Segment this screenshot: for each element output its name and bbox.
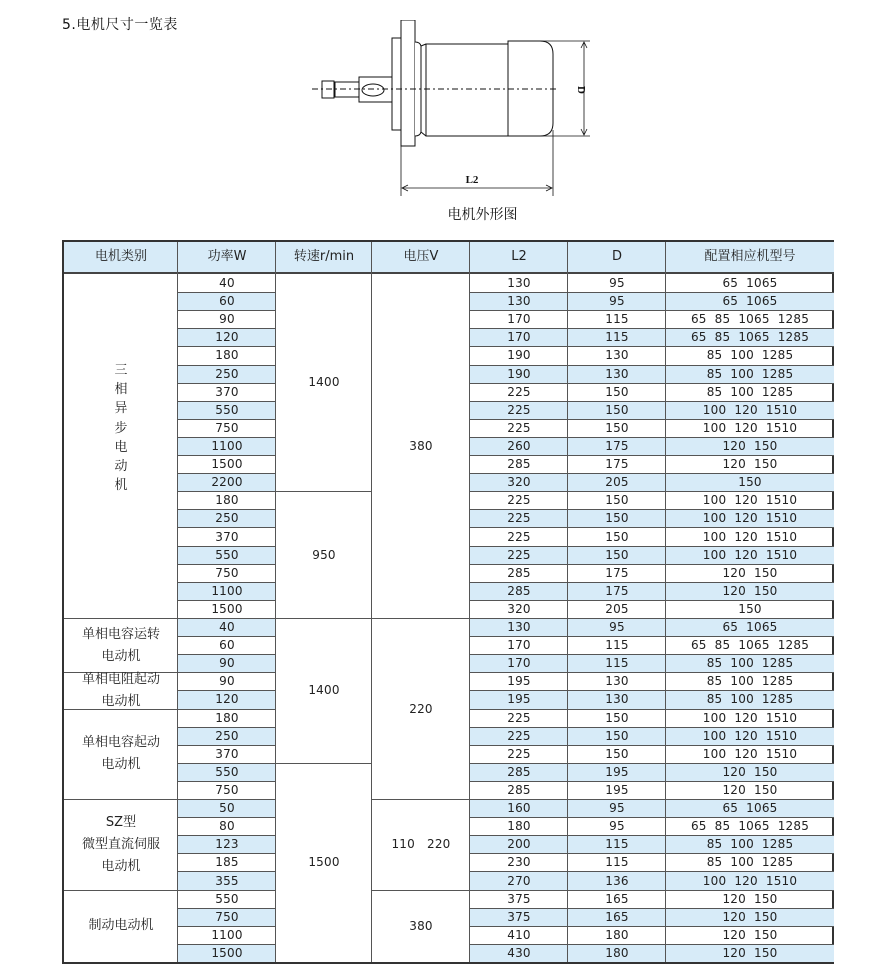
power-cell: 180 <box>178 491 276 509</box>
power-cell: 750 <box>178 908 276 926</box>
power-cell: 1500 <box>178 600 276 618</box>
l2-cell: 225 <box>470 419 568 437</box>
l2-cell: 285 <box>470 763 568 781</box>
d-cell: 95 <box>568 292 666 310</box>
d-cell: 150 <box>568 509 666 527</box>
category-cell: 三 相 异 步 电 动 机 <box>114 362 128 494</box>
models-cell: 85 100 1285 <box>666 383 834 401</box>
l2-cell: 320 <box>470 600 568 618</box>
l2-cell: 375 <box>470 890 568 908</box>
header-models: 配置相应机型号 <box>666 242 834 274</box>
models-cell: 120 150 <box>666 763 834 781</box>
power-cell: 1100 <box>178 582 276 600</box>
models-cell: 120 150 <box>666 582 834 600</box>
d-cell: 175 <box>568 455 666 473</box>
l2-cell: 320 <box>470 473 568 491</box>
power-cell: 120 <box>178 690 276 708</box>
column-divider <box>177 242 178 962</box>
header-l2: L2 <box>470 242 568 274</box>
models-cell: 100 120 1510 <box>666 509 834 527</box>
d-cell: 95 <box>568 799 666 817</box>
header-category: 电机类别 <box>64 242 178 274</box>
l2-cell: 285 <box>470 455 568 473</box>
models-cell: 100 120 1510 <box>666 727 834 745</box>
d-cell: 95 <box>568 618 666 636</box>
category-cell: 制动电动机 <box>64 890 178 962</box>
models-cell: 100 120 1510 <box>666 709 834 727</box>
power-cell: 1100 <box>178 437 276 455</box>
power-cell: 40 <box>219 275 235 290</box>
l2-cell: 170 <box>470 654 568 672</box>
models-cell: 150 <box>666 473 834 491</box>
l2-cell: 130 <box>470 292 568 310</box>
power-cell: 750 <box>178 564 276 582</box>
d-cell: 150 <box>568 745 666 763</box>
models-cell: 100 120 1510 <box>666 546 834 564</box>
category-cell: 单相电阻起动 电动机 <box>64 672 178 708</box>
models-cell: 120 150 <box>666 908 834 926</box>
l2-cell: 180 <box>470 817 568 835</box>
power-cell: 180 <box>178 346 276 364</box>
d-cell: 175 <box>568 437 666 455</box>
l2-cell: 200 <box>470 835 568 853</box>
d-cell: 180 <box>568 926 666 944</box>
l2-cell: 160 <box>470 799 568 817</box>
models-cell: 120 150 <box>666 926 834 944</box>
d-cell: 205 <box>568 600 666 618</box>
d-cell: 165 <box>568 908 666 926</box>
models-cell: 85 100 1285 <box>666 365 834 383</box>
models-cell: 100 120 1510 <box>666 401 834 419</box>
models-cell: 100 120 1510 <box>666 419 834 437</box>
power-cell: 750 <box>178 419 276 437</box>
l2-cell: 225 <box>470 727 568 745</box>
d-cell: 195 <box>568 781 666 799</box>
d-cell: 150 <box>568 546 666 564</box>
power-cell: 90 <box>178 672 276 690</box>
power-cell: 2200 <box>178 473 276 491</box>
column-divider <box>371 242 372 962</box>
dimension-d-label: D <box>575 86 587 94</box>
header-power: 功率W <box>178 242 276 274</box>
power-cell: 90 <box>178 310 276 328</box>
d-cell: 195 <box>568 763 666 781</box>
l2-cell: 225 <box>470 546 568 564</box>
models-cell: 100 120 1510 <box>666 745 834 763</box>
voltage-cell: 220 <box>372 618 470 799</box>
power-cell: 185 <box>178 853 276 871</box>
speed-cell: 950 <box>276 491 372 618</box>
l2-cell: 225 <box>470 383 568 401</box>
models-cell: 65 1065 <box>666 618 834 636</box>
models-cell: 120 150 <box>666 890 834 908</box>
l2-cell: 225 <box>470 745 568 763</box>
motor-dimension-table <box>62 240 834 964</box>
models-cell: 65 1065 <box>666 799 834 817</box>
d-cell: 150 <box>568 709 666 727</box>
models-cell: 65 1065 <box>722 275 778 290</box>
models-cell: 65 85 1065 1285 <box>666 310 834 328</box>
d-cell: 175 <box>568 582 666 600</box>
models-cell: 85 100 1285 <box>666 672 834 690</box>
models-cell: 85 100 1285 <box>666 853 834 871</box>
motor-outline-drawing <box>300 20 600 200</box>
d-cell: 205 <box>568 473 666 491</box>
column-divider <box>275 242 276 962</box>
l2-cell: 410 <box>470 926 568 944</box>
l2-cell: 195 <box>470 672 568 690</box>
models-cell: 120 150 <box>666 781 834 799</box>
power-cell: 120 <box>178 328 276 346</box>
models-cell: 65 85 1065 1285 <box>666 328 834 346</box>
d-cell: 95 <box>609 275 625 290</box>
header-voltage: 电压V <box>372 242 470 274</box>
d-cell: 150 <box>568 401 666 419</box>
models-cell: 100 120 1510 <box>666 491 834 509</box>
l2-cell: 285 <box>470 781 568 799</box>
power-cell: 250 <box>178 365 276 383</box>
power-cell: 750 <box>178 781 276 799</box>
l2-cell: 170 <box>470 310 568 328</box>
d-cell: 150 <box>568 383 666 401</box>
l2-cell: 285 <box>470 582 568 600</box>
d-cell: 115 <box>568 835 666 853</box>
power-cell: 250 <box>178 727 276 745</box>
d-cell: 136 <box>568 871 666 889</box>
power-cell: 355 <box>178 871 276 889</box>
models-cell: 65 85 1065 1285 <box>666 817 834 835</box>
column-divider <box>665 242 666 962</box>
d-cell: 130 <box>568 672 666 690</box>
d-cell: 165 <box>568 890 666 908</box>
power-cell: 370 <box>178 383 276 401</box>
d-cell: 130 <box>568 690 666 708</box>
speed-cell: 1400 <box>308 375 340 390</box>
d-cell: 130 <box>568 365 666 383</box>
dimension-l2-label: L2 <box>465 174 479 186</box>
d-cell: 115 <box>568 654 666 672</box>
power-cell: 1500 <box>178 455 276 473</box>
column-divider <box>567 242 568 962</box>
d-cell: 115 <box>568 636 666 654</box>
models-cell: 120 150 <box>666 437 834 455</box>
speed-cell: 1500 <box>276 763 372 962</box>
l2-cell: 225 <box>470 709 568 727</box>
d-cell: 130 <box>568 346 666 364</box>
power-cell: 60 <box>178 636 276 654</box>
motor-flange-step <box>392 38 401 130</box>
models-cell: 85 100 1285 <box>666 835 834 853</box>
l2-cell: 225 <box>470 509 568 527</box>
drawing-caption: 电机外形图 <box>447 207 518 223</box>
d-cell: 115 <box>568 328 666 346</box>
d-cell: 150 <box>568 527 666 545</box>
models-cell: 85 100 1285 <box>666 346 834 364</box>
models-cell: 150 <box>666 600 834 618</box>
d-cell: 180 <box>568 944 666 962</box>
d-cell: 115 <box>568 310 666 328</box>
power-cell: 80 <box>178 817 276 835</box>
l2-cell: 430 <box>470 944 568 962</box>
power-cell: 180 <box>178 709 276 727</box>
voltage-cell: 380 <box>409 438 433 453</box>
power-cell: 250 <box>178 509 276 527</box>
power-cell: 550 <box>178 546 276 564</box>
models-cell: 85 100 1285 <box>666 690 834 708</box>
models-cell: 100 120 1510 <box>666 527 834 545</box>
l2-cell: 170 <box>470 636 568 654</box>
category-cell: SZ型 微型直流伺服 电动机 <box>64 799 178 890</box>
l2-cell: 190 <box>470 365 568 383</box>
column-divider <box>469 242 470 962</box>
power-cell: 550 <box>178 763 276 781</box>
voltage-cell: 380 <box>372 890 470 962</box>
models-cell: 120 150 <box>666 944 834 962</box>
l2-cell: 195 <box>470 690 568 708</box>
header-d: D <box>568 242 666 274</box>
l2-cell: 130 <box>470 618 568 636</box>
power-cell: 370 <box>178 527 276 545</box>
power-cell: 1100 <box>178 926 276 944</box>
l2-cell: 260 <box>470 437 568 455</box>
l2-cell: 270 <box>470 871 568 889</box>
category-cell: 单相电容运转 电动机 <box>64 618 178 672</box>
d-cell: 150 <box>568 727 666 745</box>
models-cell: 120 150 <box>666 564 834 582</box>
l2-cell: 225 <box>470 401 568 419</box>
power-cell: 40 <box>178 618 276 636</box>
speed-cell: 1400 <box>276 618 372 763</box>
d-cell: 150 <box>568 491 666 509</box>
l2-cell: 375 <box>470 908 568 926</box>
models-cell: 100 120 1510 <box>666 871 834 889</box>
d-cell: 150 <box>568 419 666 437</box>
header-speed: 转速r/min <box>276 242 372 274</box>
l2-cell: 230 <box>470 853 568 871</box>
power-cell: 123 <box>178 835 276 853</box>
d-cell: 175 <box>568 564 666 582</box>
l2-cell: 190 <box>470 346 568 364</box>
category-cell: 单相电容起动 电动机 <box>64 709 178 800</box>
models-cell: 65 85 1065 1285 <box>666 636 834 654</box>
l2-cell: 225 <box>470 527 568 545</box>
power-cell: 550 <box>178 890 276 908</box>
models-cell: 85 100 1285 <box>666 654 834 672</box>
models-cell: 65 1065 <box>666 292 834 310</box>
power-cell: 1500 <box>178 944 276 962</box>
power-cell: 550 <box>178 401 276 419</box>
section-title: 5.电机尺寸一览表 <box>62 17 178 33</box>
l2-cell: 170 <box>470 328 568 346</box>
power-cell: 90 <box>178 654 276 672</box>
d-cell: 115 <box>568 853 666 871</box>
d-cell: 95 <box>568 817 666 835</box>
voltage-cell: 110 220 <box>372 799 470 890</box>
power-cell: 50 <box>178 799 276 817</box>
l2-cell: 130 <box>507 275 531 290</box>
models-cell: 120 150 <box>666 455 834 473</box>
l2-cell: 285 <box>470 564 568 582</box>
power-cell: 370 <box>178 745 276 763</box>
motor-flange <box>401 20 415 146</box>
l2-cell: 225 <box>470 491 568 509</box>
power-cell: 60 <box>178 292 276 310</box>
